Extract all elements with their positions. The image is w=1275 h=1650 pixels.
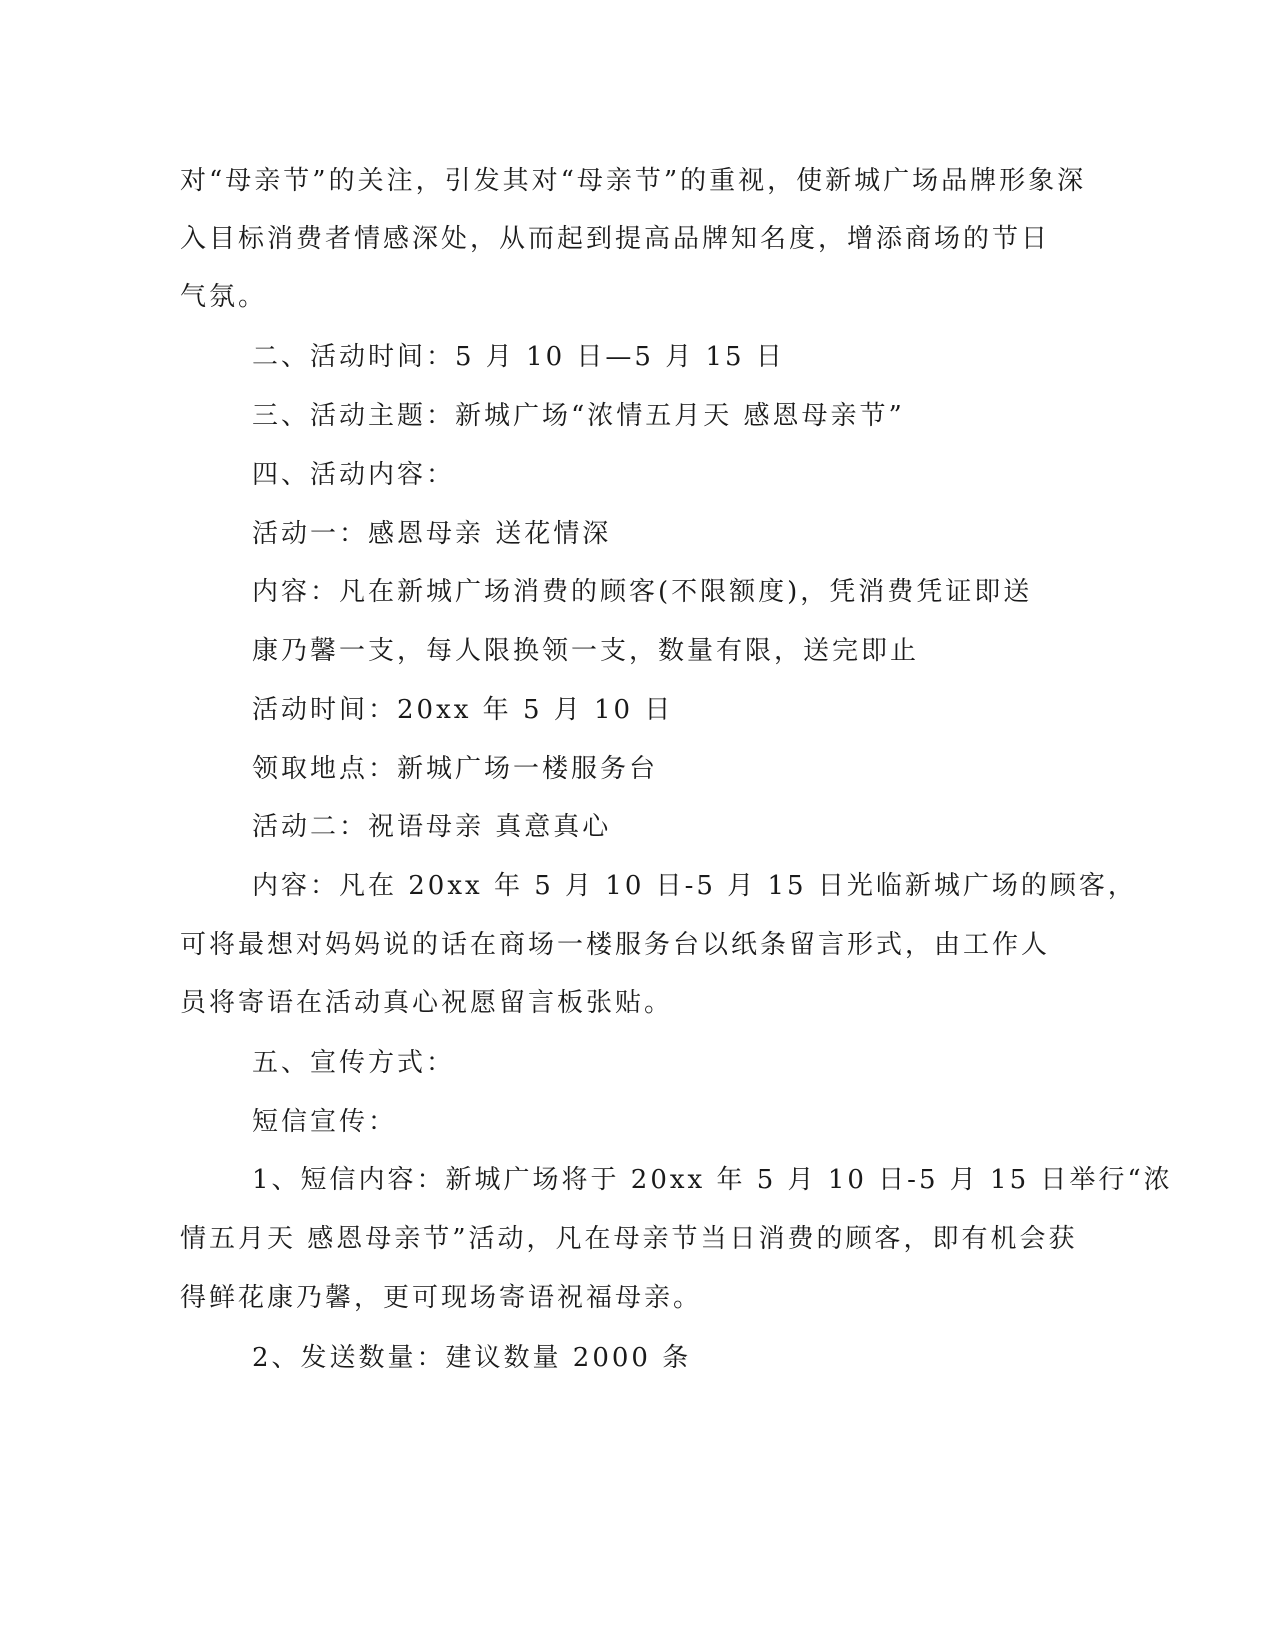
section-heading: 四、活动内容： — [252, 460, 456, 490]
text-line: 对“母亲节”的关注，引发其对“母亲节”的重视，使新城广场品牌形象深 — [180, 166, 1087, 196]
activity-title: 活动一：感恩母亲 送花情深 — [252, 519, 612, 549]
text-line: 短信宣传： — [252, 1107, 398, 1137]
text-line: 内容：凡在新城广场消费的顾客(不限额度)，凭消费凭证即送 — [252, 577, 1033, 607]
section-heading: 二、活动时间：5 月 10 日—5 月 15 日 — [252, 342, 785, 372]
text-line: 活动时间：20xx 年 5 月 10 日 — [252, 695, 674, 725]
text-line: 入目标消费者情感深处，从而起到提高品牌知名度，增添商场的节日 — [180, 224, 1051, 254]
text-line: 员将寄语在活动真心祝愿留言板张贴。 — [180, 988, 674, 1018]
text-line: 情五月天 感恩母亲节”活动，凡在母亲节当日消费的顾客，即有机会获 — [180, 1224, 1078, 1254]
text-line: 2、发送数量：建议数量 2000 条 — [252, 1343, 692, 1373]
text-line: 内容：凡在 20xx 年 5 月 10 日-5 月 15 日光临新城广场的顾客， — [252, 871, 1137, 901]
section-heading: 五、宣传方式： — [252, 1048, 456, 1078]
text-line: 得鲜花康乃馨，更可现场寄语祝福母亲。 — [180, 1283, 703, 1313]
text-line: 领取地点：新城广场一楼服务台 — [252, 754, 659, 784]
activity-title: 活动二：祝语母亲 真意真心 — [252, 812, 612, 842]
section-heading: 三、活动主题：新城广场“浓情五月天 感恩母亲节” — [252, 401, 905, 431]
text-line: 可将最想对妈妈说的话在商场一楼服务台以纸条留言形式，由工作人 — [180, 930, 1051, 960]
text-line: 1、短信内容：新城广场将于 20xx 年 5 月 10 日-5 月 15 日举行“浓 — [252, 1165, 1173, 1195]
text-line: 康乃馨一支，每人限换领一支，数量有限，送完即止 — [252, 636, 920, 666]
text-line: 气氛。 — [180, 282, 268, 312]
